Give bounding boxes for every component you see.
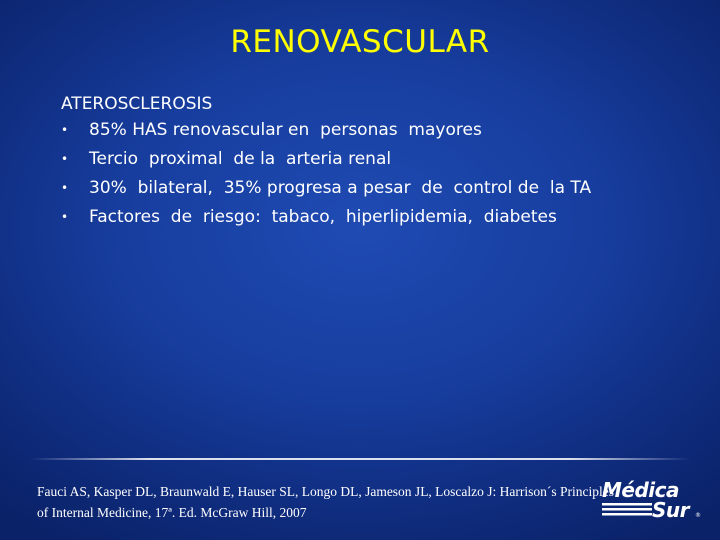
- bullet-text: Tercio proximal de la arteria renal: [89, 149, 392, 169]
- logo-text-sur: Sur: [652, 498, 690, 522]
- slide-title: RENOVASCULAR: [230, 24, 490, 60]
- footer-divider: [30, 458, 690, 460]
- citation-line: Fauci AS, Kasper DL, Braunwald E, Hauser SL, Longo DL, Jameson JL, Loscalzo J: Harrison´s Principles: [37, 484, 615, 499]
- bullet-text: 85% HAS renovascular en personas mayores: [89, 120, 482, 140]
- bullet-item: [61, 174, 591, 203]
- bullet-item: [61, 145, 591, 174]
- bullet-text: Factores de riesgo: tabaco, hiperlipidemia, diabetes: [89, 207, 557, 227]
- bullet-item: [61, 116, 591, 145]
- citation: [37, 481, 637, 523]
- bullet-icon: •: [61, 181, 69, 195]
- registered-mark-icon: ®: [695, 512, 701, 519]
- section-heading: ATEROSCLEROSIS: [61, 94, 213, 114]
- logo-graphic: [596, 476, 706, 524]
- bullet-item: [61, 203, 591, 232]
- bullet-icon: •: [61, 210, 69, 224]
- bullet-list: [61, 116, 591, 232]
- citation-line: of Internal Medicine, 17ª. Ed. McGraw Hill, 2007: [37, 505, 307, 520]
- bullet-icon: •: [61, 152, 69, 166]
- logo-stripe: [602, 513, 652, 516]
- logo-text-medica: Médica: [602, 478, 679, 502]
- bullet-icon: •: [61, 123, 69, 137]
- bullet-text: 30% bilateral, 35% progresa a pesar de control de la TA: [89, 178, 592, 198]
- logo-stripe: [602, 508, 652, 511]
- slide-content: [61, 92, 591, 232]
- logo-stripe: [602, 503, 652, 506]
- medica-sur-logo: [596, 476, 706, 524]
